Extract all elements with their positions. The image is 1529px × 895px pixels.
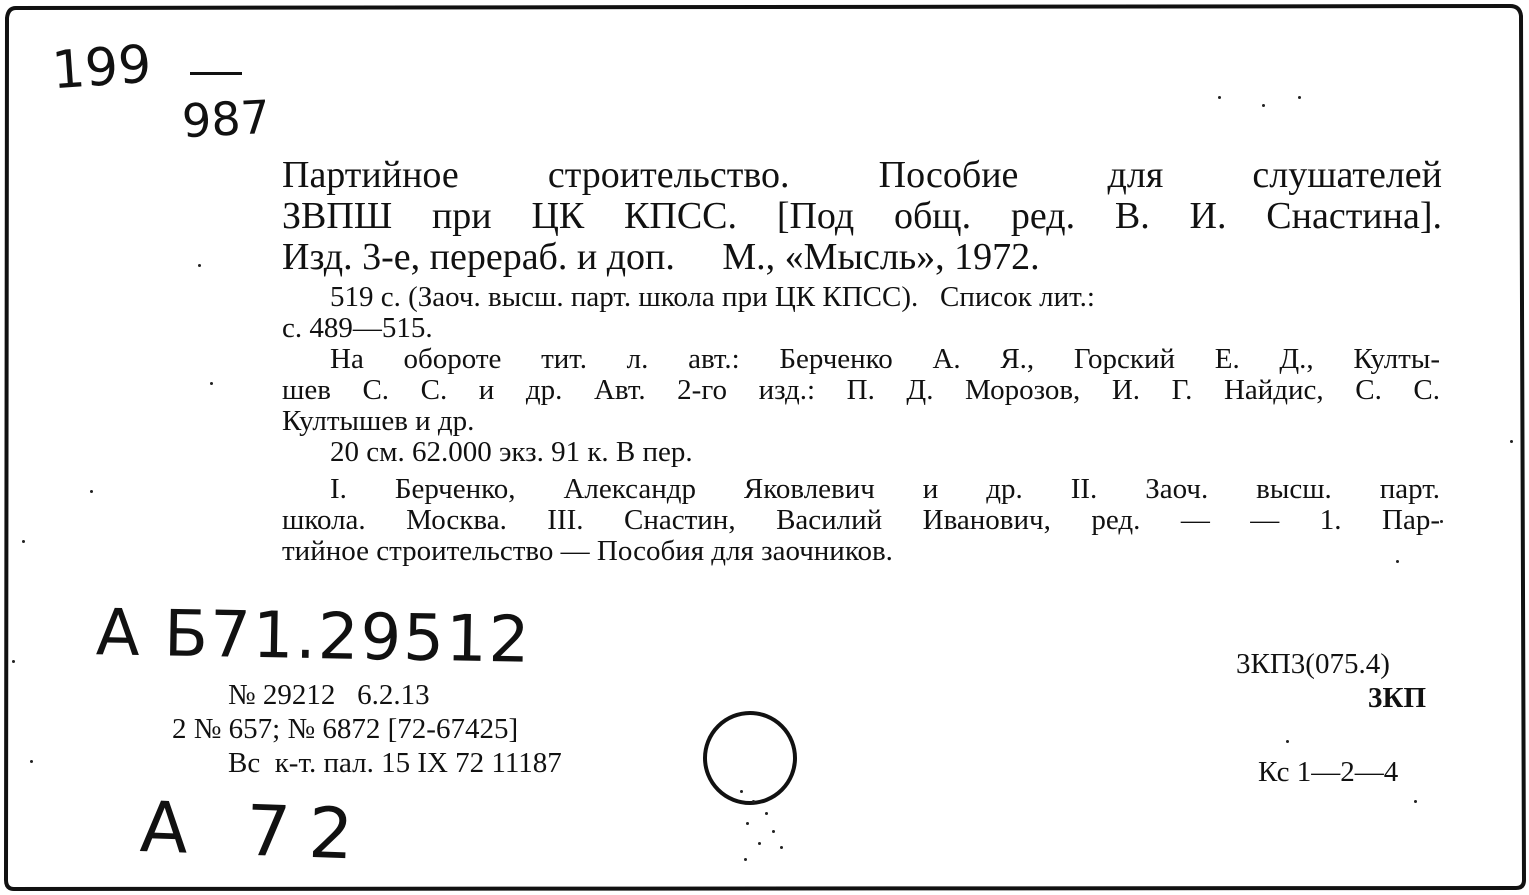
note-tracings-3: тийное строительство — Пособия для заочников. bbox=[282, 535, 893, 567]
handwritten-bottom-code bbox=[139, 786, 373, 876]
short-class-code: 3КП bbox=[1368, 682, 1427, 714]
shelf-number-sub: 987 bbox=[180, 89, 272, 149]
note-physical: 20 см. 62.000 экз. 91 к. В пер. bbox=[330, 436, 693, 468]
title-block bbox=[282, 155, 1442, 278]
note-pages: 519 с. (Заоч. высш. парт. школа при ЦК КПСС). Список лит.: bbox=[330, 281, 1095, 313]
note-tracings-1: I. Берченко, Александр Яковлевич и др. II. Заоч. высш. парт. bbox=[330, 473, 1440, 505]
title-line-1: Партийное строительство. Пособие для слушателей bbox=[282, 154, 1442, 196]
note-bibliography-pages: с. 489—515. bbox=[282, 312, 433, 344]
title-line-3: Изд. 3-е, перераб. и доп. М., «Мысль», 1972. bbox=[282, 236, 1040, 278]
note-authors-3: Култышев и др. bbox=[282, 405, 475, 437]
shelf-number-top: 199 bbox=[50, 34, 154, 102]
card-code: Кс 1—2—4 bbox=[1258, 756, 1399, 788]
handwritten-accession bbox=[95, 596, 532, 678]
bottom-code: А 72 bbox=[138, 785, 373, 877]
footer-registry: 2 № 657; № 6872 [72-67425] bbox=[172, 713, 519, 745]
footer-chamber: Вс к-т. пал. 15 IX 72 11187 bbox=[228, 747, 562, 779]
footer-order-number: № 29212 6.2.13 bbox=[228, 679, 430, 711]
note-authors-1: На обороте тит. л. авт.: Берченко А. Я., Горский Е. Д., Култы- bbox=[330, 343, 1440, 375]
stamp-circle bbox=[700, 708, 800, 808]
title-line-2: ЗВПШ при ЦК КПСС. [Под общ. ред. В. И. Снастина]. bbox=[282, 195, 1442, 237]
notes-block bbox=[282, 282, 1440, 567]
classification-code: 3КП3(075.4) bbox=[1236, 648, 1390, 680]
footer-left bbox=[172, 678, 562, 780]
note-tracings-2: школа. Москва. III. Снастин, Василий Иванович, ред. — — 1. Пар- bbox=[282, 504, 1440, 536]
handwritten-shelf-number bbox=[50, 35, 153, 102]
note-authors-2: шев С. С. и др. Авт. 2-го изд.: П. Д. Морозов, И. Г. Найдис, С. С. bbox=[282, 374, 1440, 406]
handwritten-shelf-subnumber bbox=[181, 90, 272, 149]
accession-number: А Б71.29512 bbox=[95, 596, 533, 678]
shelf-number-dash bbox=[190, 72, 242, 75]
